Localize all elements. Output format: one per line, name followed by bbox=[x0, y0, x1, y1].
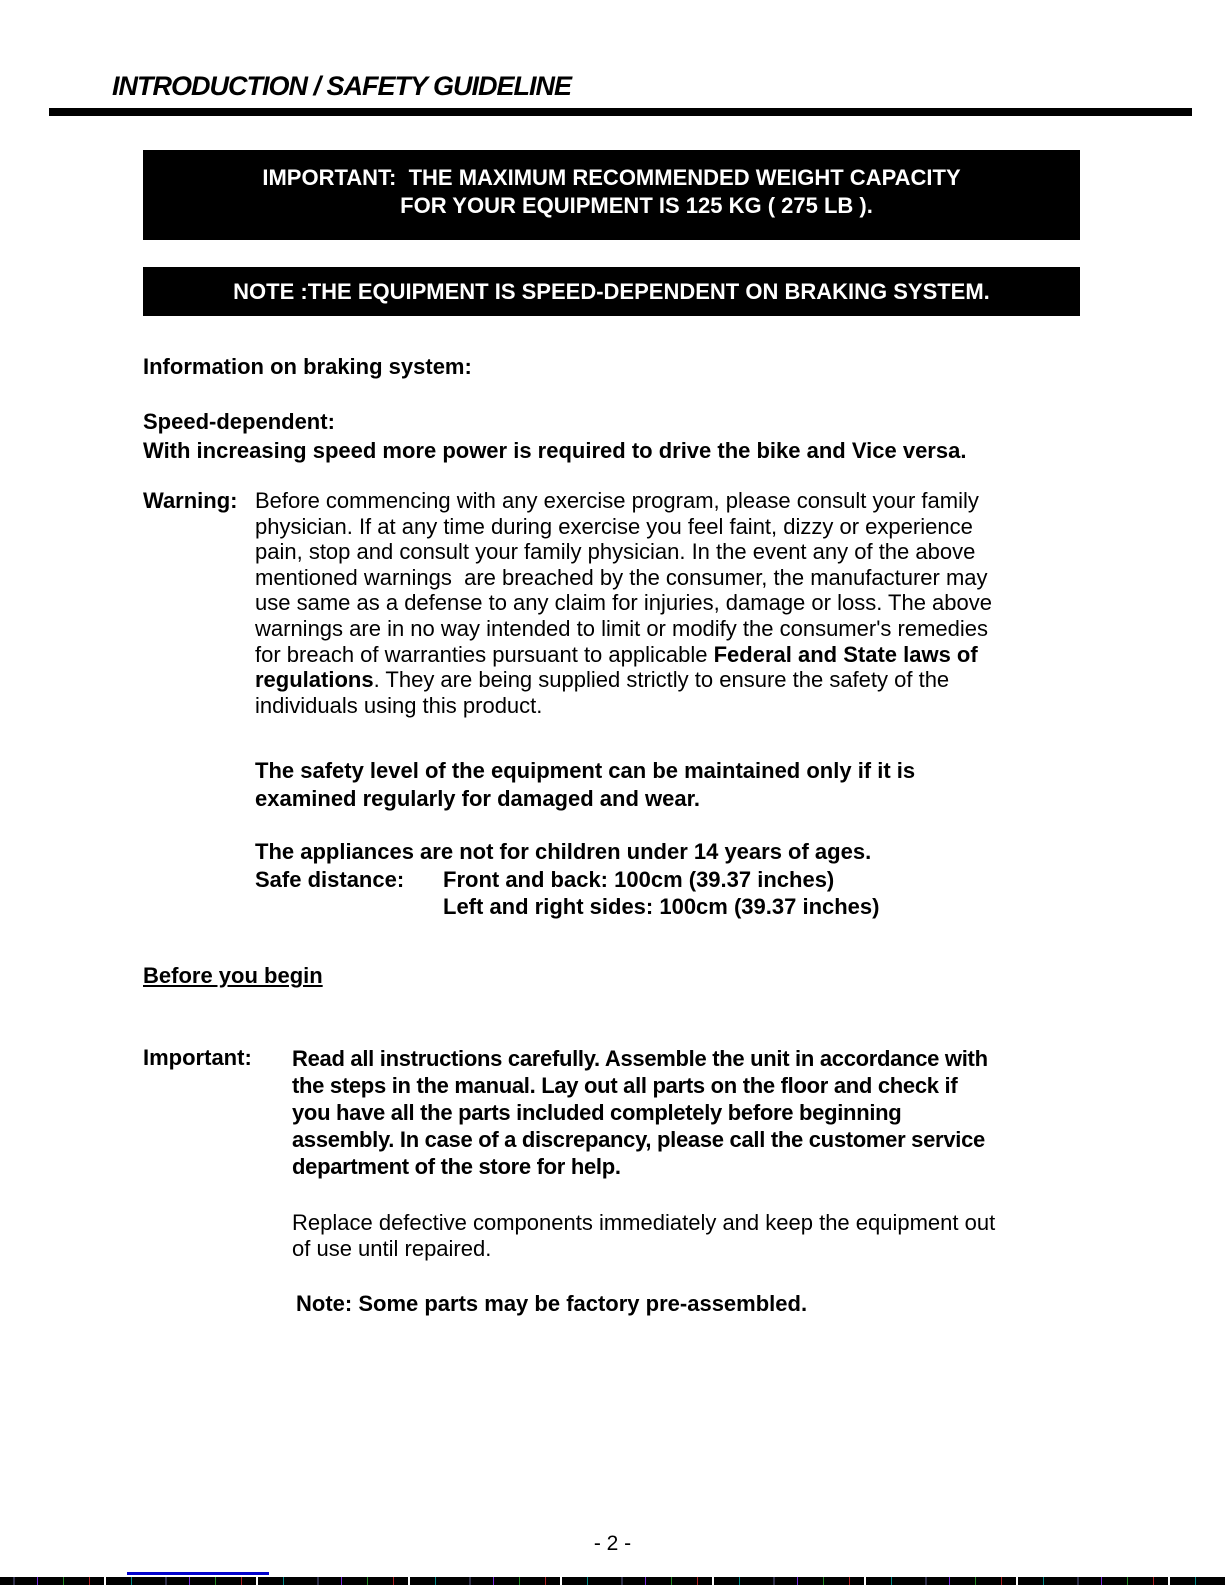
warning-label: Warning: bbox=[143, 488, 238, 513]
warning-line: physician. If at any time during exercise you feel faint, dizzy or experience bbox=[255, 513, 973, 539]
replace-line: Replace defective components immediately and keep the equipment out bbox=[292, 1210, 996, 1235]
scan-noise-strip bbox=[0, 1577, 1225, 1585]
important-line: you have all the parts included completely before beginning bbox=[292, 1100, 902, 1125]
warning-line: Before commencing with any exercise program, please consult your family bbox=[255, 488, 979, 513]
safe-distance-front-back: Front and back: 100cm (39.37 inches) bbox=[443, 866, 835, 892]
important-weight-banner bbox=[143, 150, 1080, 240]
safety-level-line: examined regularly for damaged and wear. bbox=[255, 785, 701, 811]
speed-dependent-heading: Speed-dependent: bbox=[143, 409, 335, 434]
replace-components-paragraph bbox=[292, 1210, 995, 1262]
banner-line: FOR YOUR EQUIPMENT IS 125 KG ( 275 LB ). bbox=[400, 193, 873, 218]
important-line: the steps in the manual. Lay out all parts on the floor and check if bbox=[292, 1073, 958, 1098]
page-title: INTRODUCTION / SAFETY GUIDELINE bbox=[112, 71, 572, 101]
children-age-line: The appliances are not for children under 14 years of ages. bbox=[255, 839, 872, 864]
important-paragraph bbox=[292, 1045, 988, 1180]
warning-line: individuals using this product. bbox=[255, 692, 543, 718]
warning-paragraph bbox=[255, 488, 992, 718]
warning-line: for breach of warranties pursuant to applicable Federal and State laws of bbox=[255, 641, 978, 667]
warning-line: regulations. They are being supplied strictly to ensure the safety of the bbox=[255, 667, 950, 693]
safety-level-line: The safety level of the equipment can be maintained only if it is bbox=[255, 758, 916, 783]
banner-line: IMPORTANT: THE MAXIMUM RECOMMENDED WEIGHT CAPACITY bbox=[262, 165, 961, 190]
before-you-begin-heading: Before you begin bbox=[143, 963, 323, 988]
safe-distance-sides: Left and right sides: 100cm (39.37 inches) bbox=[443, 894, 880, 920]
warning-line: mentioned warnings are breached by the consumer, the manufacturer may bbox=[255, 564, 988, 590]
safety-level-paragraph bbox=[255, 757, 915, 812]
braking-info-heading: Information on braking system: bbox=[143, 354, 472, 379]
safe-distance-label: Safe distance: bbox=[255, 866, 405, 892]
important-line: Read all instructions carefully. Assemble the unit in accordance with bbox=[292, 1046, 988, 1071]
safe-distance-line bbox=[255, 866, 879, 894]
speed-dependent-paragraph bbox=[143, 408, 966, 465]
note-braking-banner bbox=[143, 267, 1080, 316]
footer-link-underline bbox=[127, 1572, 269, 1575]
speed-dependent-text: With increasing speed more power is required to drive the bike and Vice versa. bbox=[143, 437, 967, 463]
page-number: - 2 - bbox=[593, 1532, 632, 1555]
age-and-safe-distance-paragraph bbox=[255, 838, 879, 921]
banner-line: NOTE :THE EQUIPMENT IS SPEED-DEPENDENT ON BRAKING SYSTEM. bbox=[233, 278, 990, 304]
important-label: Important: bbox=[143, 1045, 252, 1070]
warning-line: use same as a defense to any claim for injuries, damage or loss. The above bbox=[255, 590, 992, 616]
warning-line: pain, stop and consult your family physician. In the event any of the above bbox=[255, 539, 976, 565]
important-line: assembly. In case of a discrepancy, please call the customer service bbox=[292, 1127, 985, 1152]
warning-line: warnings are in no way intended to limit or modify the consumer's remedies bbox=[255, 615, 988, 641]
important-line: department of the store for help. bbox=[292, 1154, 621, 1179]
replace-line: of use until repaired. bbox=[292, 1236, 492, 1261]
title-divider-rule bbox=[49, 108, 1192, 116]
factory-preassembled-note: Note: Some parts may be factory pre-assembled. bbox=[296, 1291, 808, 1316]
